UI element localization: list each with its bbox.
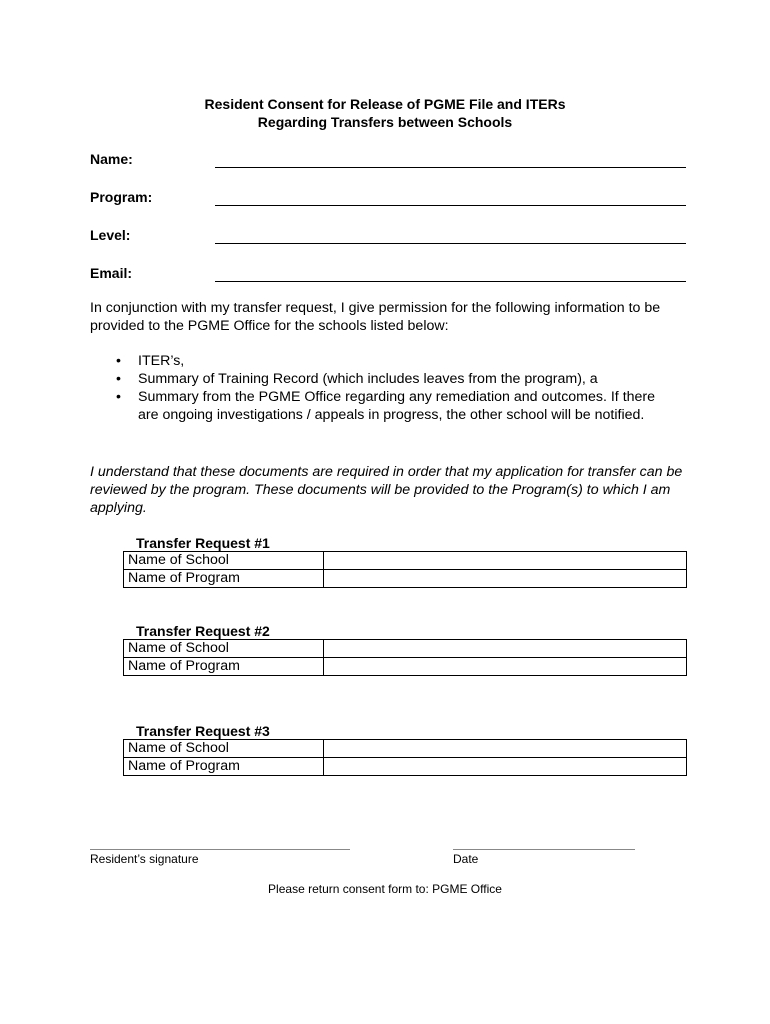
program-name-input[interactable] [324,570,687,588]
transfer-request-2-heading: Transfer Request #2 [136,623,270,639]
school-name-input[interactable] [324,552,687,570]
program-name-label: Name of Program [124,570,324,588]
school-name-label: Name of School [124,640,324,658]
intro-paragraph: In conjunction with my transfer request, I give permission for the following information to be provided to the PGME Office for the schools listed below: [90,300,661,334]
level-label: Level: [90,227,131,243]
list-item [90,370,668,388]
signature-label: Resident’s signature [90,852,199,866]
level-field[interactable] [215,225,686,244]
program-name-label: Name of Program [124,658,324,676]
transfer-request-1-heading: Transfer Request #1 [136,535,270,551]
program-name-input[interactable] [324,758,687,776]
table-row [124,758,687,776]
email-field[interactable] [215,263,686,282]
table-row [124,570,687,588]
transfer-request-3-table [123,739,687,776]
date-label: Date [453,852,479,866]
school-name-input[interactable] [324,640,687,658]
school-name-label: Name of School [124,740,324,758]
signature-line[interactable] [90,848,350,850]
bullet-icon: • [116,389,121,405]
table-row [124,640,687,658]
date-line[interactable] [453,848,635,850]
understanding-paragraph: I understand that these documents are required in order that my application for transfer can be reviewed by the program. These documents will be provided to the Program(s) to which I am applying. [90,464,683,516]
transfer-request-2-table [123,639,687,676]
transfer-request-1-table [123,551,687,588]
bullet-icon: • [116,353,121,369]
table-row [124,658,687,676]
return-instructions: Please return consent form to: PGME Office [268,882,502,896]
list-item-text: Summary of Training Record (which includes leaves from the program), a [138,371,598,387]
school-name-label: Name of School [124,552,324,570]
program-label: Program: [90,189,153,205]
list-item [90,352,668,370]
disclosure-list [90,352,690,424]
school-name-input[interactable] [324,740,687,758]
list-item-text: Summary from the PGME Office regarding any remediation and outcomes. If there are ongoing investigations / appeals in progress, the other school will be notified. [138,389,656,423]
table-row [124,740,687,758]
list-item [90,388,668,424]
table-row [124,552,687,570]
program-field[interactable] [215,187,686,206]
name-field[interactable] [215,149,686,168]
transfer-request-3-heading: Transfer Request #3 [136,723,270,739]
list-item-text: ITER’s, [138,353,185,369]
program-name-input[interactable] [324,658,687,676]
program-name-label: Name of Program [124,758,324,776]
email-label: Email: [90,265,133,281]
bullet-icon: • [116,371,121,387]
document-title-line-1: Resident Consent for Release of PGME File and ITERs [204,96,566,112]
document-title-line-2: Regarding Transfers between Schools [257,114,513,130]
name-label: Name: [90,151,133,167]
